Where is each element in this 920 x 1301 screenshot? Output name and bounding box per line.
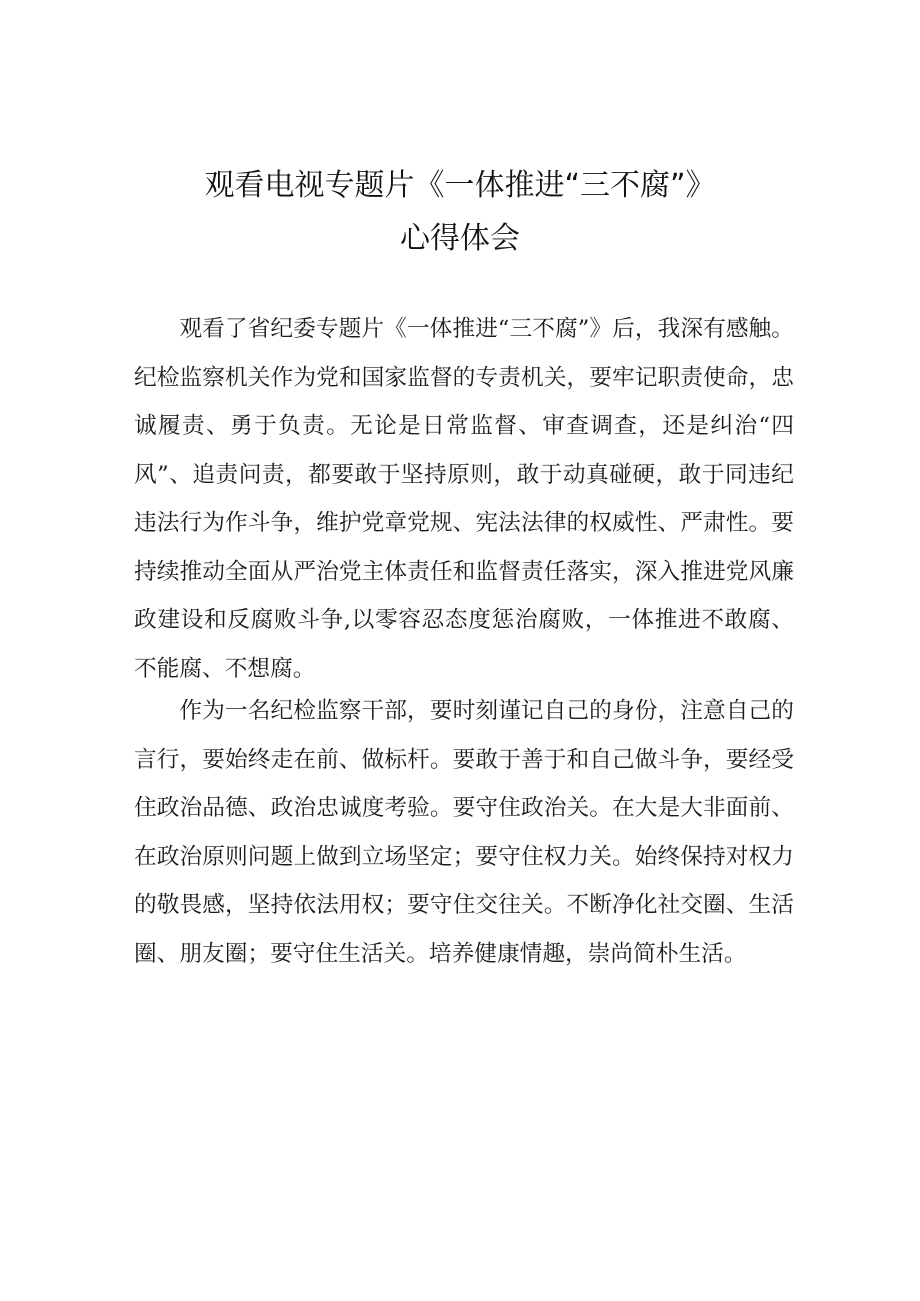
body-paragraph-1-block [134,305,794,693]
body-paragraph-2-block [134,687,794,978]
body-paragraph: 观看了省纪委专题片《一体推进“三不腐”》后，我深有感触。纪检监察机关作为党和国家监督的专责机关，要牢记职责使命，忠诚履责、勇于负责。无论是日常监督、审查调查，还是纠治“四风”、追责问责，都要敢于坚持原则，敢于动真碰硬，敢于同违纪违法行为作斗争，维护党章党规、宪法法律的权威性、严肃性。要持续推动全面从严治党主体责任和监督责任落实，深入推进党风廉政建设和反腐败斗争,以零容忍态度惩治腐败，一体推进不敢腐、不能腐、不想腐。 [134,316,794,682]
document-title-line-2: 心得体会 [400,221,520,256]
document-title-line-1: 观看电视专题片《一体推进“三不腐”》 [204,168,716,203]
body-paragraph: 作为一名纪检监察干部，要时刻谨记自己的身份，注意自己的言行，要始终走在前、做标杆。要敢于善于和自己做斗争，要经受住政治品德、政治忠诚度考验。要守住政治关。在大是大非面前、在政治原则问题上做到立场坚定；要守住权力关。始终保持对权力的敬畏感，坚持依法用权；要守住交往关。不断净化社交圈、生活圈、朋友圈；要守住生活关。培养健康情趣，崇尚简朴生活。 [134,698,794,967]
